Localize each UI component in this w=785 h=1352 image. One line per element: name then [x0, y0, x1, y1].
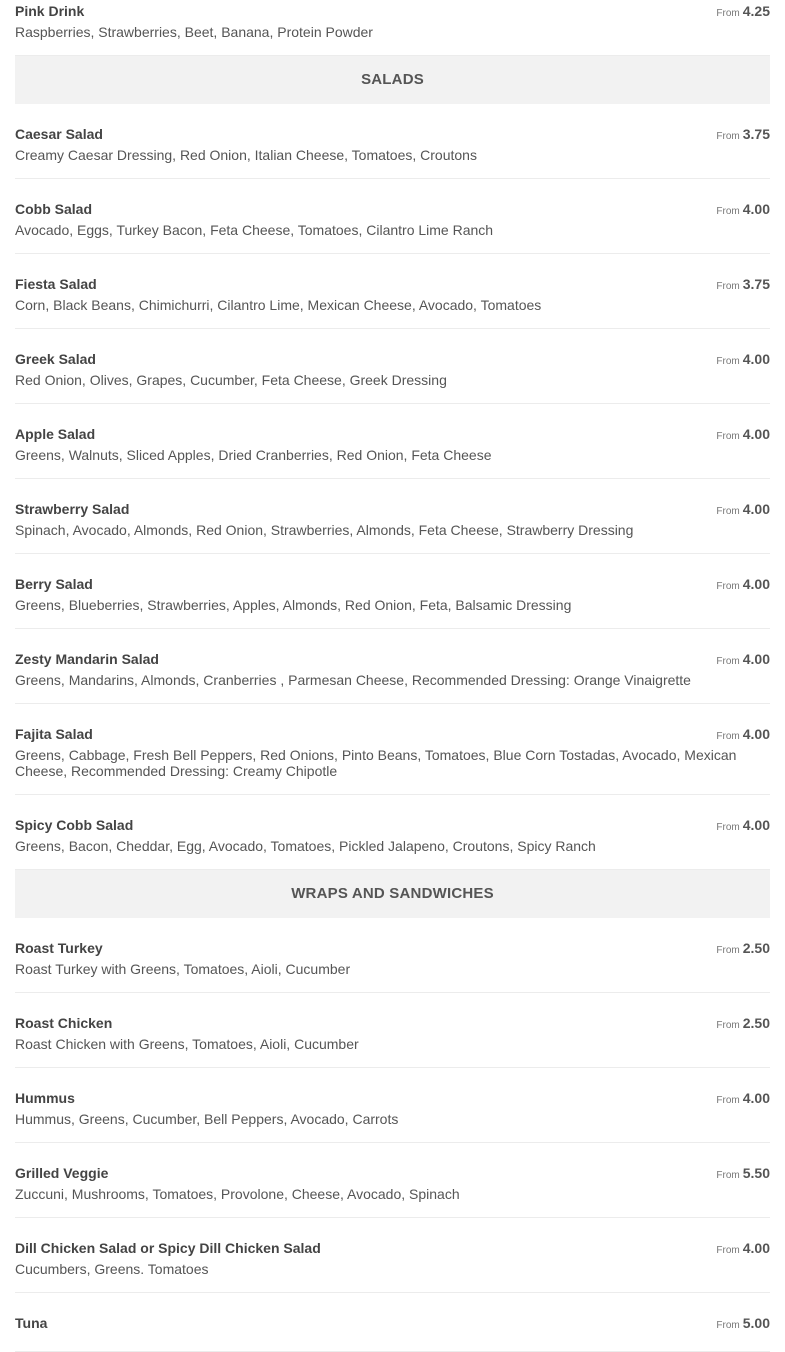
menu-item-description: Greens, Blueberries, Strawberries, Apples, Almonds, Red Onion, Feta, Balsamic Dressing [15, 597, 572, 613]
menu-item-price [716, 426, 770, 445]
menu-item-description: Creamy Caesar Dressing, Red Onion, Italian Cheese, Tomatoes, Croutons [15, 147, 477, 163]
menu-item-header [15, 1313, 770, 1333]
menu-item-price [716, 1090, 770, 1109]
menu-item-header [15, 1088, 770, 1108]
price-value: 3.75 [742, 126, 770, 142]
menu-item-name: Fajita Salad [15, 726, 93, 742]
menu-item-grilled-veggie[interactable] [15, 1143, 770, 1218]
menu-item-price [716, 817, 770, 836]
menu-item-description: Hummus, Greens, Cucumber, Bell Peppers, Avocado, Carrots [15, 1111, 399, 1127]
menu-item-name: Apple Salad [15, 426, 96, 442]
menu-item-roast-turkey[interactable] [15, 918, 770, 993]
price-from-label: From [716, 731, 740, 742]
menu-item-header [15, 1238, 770, 1258]
menu-item-name: Pink Drink [15, 3, 85, 19]
price-from-label: From [716, 656, 740, 667]
menu-item-fiesta-salad[interactable] [15, 254, 770, 329]
price-value: 4.00 [742, 651, 770, 667]
price-value: 5.00 [742, 1315, 770, 1331]
menu-item-name: Cobb Salad [15, 201, 93, 217]
menu-item-header [15, 1, 770, 21]
menu-item-price [716, 940, 770, 959]
menu-item-description: Roast Turkey with Greens, Tomatoes, Aioli, Cucumber [15, 961, 351, 977]
menu-item-name: Berry Salad [15, 576, 93, 592]
menu-item-header [15, 199, 770, 219]
menu-item-name: Spicy Cobb Salad [15, 817, 134, 833]
price-from-label: From [716, 1095, 740, 1106]
menu-item-header [15, 274, 770, 294]
menu-item-roast-chicken[interactable] [15, 993, 770, 1068]
price-from-label: From [716, 945, 740, 956]
menu-item-price [716, 1240, 770, 1259]
menu-item-name: Caesar Salad [15, 126, 103, 142]
price-value: 2.50 [742, 1015, 770, 1031]
menu-item-pink-drink[interactable] [15, 0, 770, 56]
price-value: 4.25 [742, 3, 770, 19]
menu-item-cobb-salad[interactable] [15, 179, 770, 254]
menu-item-header [15, 424, 770, 444]
menu-item-apple-salad[interactable] [15, 404, 770, 479]
menu-item-price [716, 501, 770, 520]
menu-item-header [15, 1163, 770, 1183]
price-value: 4.00 [742, 426, 770, 442]
menu-item-zesty-mandarin-salad[interactable] [15, 629, 770, 704]
menu-item-header [15, 1013, 770, 1033]
menu-item-price [716, 276, 770, 295]
menu-item-description: Red Onion, Olives, Grapes, Cucumber, Feta Cheese, Greek Dressing [15, 372, 447, 388]
price-from-label: From [716, 281, 740, 292]
price-value: 3.75 [742, 276, 770, 292]
price-from-label: From [716, 1320, 740, 1331]
menu-item-description: Cucumbers, Greens. Tomatoes [15, 1261, 209, 1277]
menu-item-tuna[interactable] [15, 1293, 770, 1352]
menu-item-price [716, 576, 770, 595]
menu-item-header [15, 499, 770, 519]
price-from-label: From [716, 206, 740, 217]
price-value: 2.50 [742, 940, 770, 956]
menu-item-name: Strawberry Salad [15, 501, 130, 517]
price-value: 4.00 [742, 726, 770, 742]
menu-item-price [716, 201, 770, 220]
menu-item-name: Hummus [15, 1090, 75, 1106]
menu-item-name: Tuna [15, 1315, 48, 1331]
menu-item-berry-salad[interactable] [15, 554, 770, 629]
price-value: 4.00 [742, 201, 770, 217]
menu-item-header [15, 649, 770, 669]
price-from-label: From [716, 581, 740, 592]
section-header-wraps-and-sandwiches: WRAPS AND SANDWICHES [15, 870, 770, 918]
price-value: 5.50 [742, 1165, 770, 1181]
price-value: 4.00 [742, 817, 770, 833]
menu-item-price [716, 126, 770, 145]
menu-item-description: Spinach, Avocado, Almonds, Red Onion, Strawberries, Almonds, Feta Cheese, Strawberry Dressing [15, 522, 634, 538]
menu-item-dill-chicken-salad-or-spicy-dill-chicken-salad[interactable] [15, 1218, 770, 1293]
menu-item-name: Roast Turkey [15, 940, 103, 956]
menu-item-name: Fiesta Salad [15, 276, 97, 292]
menu-item-name: Roast Chicken [15, 1015, 113, 1031]
price-from-label: From [716, 822, 740, 833]
menu-item-description: Greens, Cabbage, Fresh Bell Peppers, Red Onions, Pinto Beans, Tomatoes, Blue Corn Tostadas, Avocado, Mexican Cheese, Recommended Dressing: Creamy Chipotle [15, 747, 737, 779]
menu-item-description: Raspberries, Strawberries, Beet, Banana, Protein Powder [15, 24, 373, 40]
menu-item-name: Zesty Mandarin Salad [15, 651, 159, 667]
menu-item-name: Dill Chicken Salad or Spicy Dill Chicken Salad [15, 1240, 321, 1256]
section-header-salads: SALADS [15, 56, 770, 104]
menu-item-price [716, 1165, 770, 1184]
menu-item-header [15, 574, 770, 594]
price-from-label: From [716, 8, 740, 19]
price-value: 4.00 [742, 576, 770, 592]
price-value: 4.00 [742, 1090, 770, 1106]
menu-item-price [716, 726, 770, 745]
menu-item-description: Zuccuni, Mushrooms, Tomatoes, Provolone, Cheese, Avocado, Spinach [15, 1186, 460, 1202]
price-from-label: From [716, 356, 740, 367]
price-value: 4.00 [742, 1240, 770, 1256]
menu-item-price [716, 1315, 770, 1334]
price-from-label: From [716, 1245, 740, 1256]
menu-item-header [15, 124, 770, 144]
price-value: 4.00 [742, 501, 770, 517]
menu-item-description: Corn, Black Beans, Chimichurri, Cilantro Lime, Mexican Cheese, Avocado, Tomatoes [15, 297, 542, 313]
menu-item-greek-salad[interactable] [15, 329, 770, 404]
menu-item-description: Roast Chicken with Greens, Tomatoes, Aioli, Cucumber [15, 1036, 359, 1052]
price-value: 4.00 [742, 351, 770, 367]
menu-item-caesar-salad[interactable] [15, 104, 770, 179]
menu-item-description: Greens, Walnuts, Sliced Apples, Dried Cranberries, Red Onion, Feta Cheese [15, 447, 492, 463]
menu-item-price [716, 1015, 770, 1034]
price-from-label: From [716, 506, 740, 517]
price-from-label: From [716, 431, 740, 442]
menu-item-price [716, 651, 770, 670]
menu-item-header [15, 938, 770, 958]
menu-item-strawberry-salad[interactable] [15, 479, 770, 554]
menu-item-name: Grilled Veggie [15, 1165, 109, 1181]
menu-item-price [716, 3, 770, 22]
menu-item-header [15, 724, 770, 744]
price-from-label: From [716, 1170, 740, 1181]
price-from-label: From [716, 131, 740, 142]
menu-item-description: Greens, Mandarins, Almonds, Cranberries , Parmesan Cheese, Recommended Dressing: Orange Vinaigrette [15, 672, 691, 688]
menu-item-name: Greek Salad [15, 351, 96, 367]
menu-item-description: Greens, Bacon, Cheddar, Egg, Avocado, Tomatoes, Pickled Jalapeno, Croutons, Spicy Ranch [15, 838, 596, 854]
menu-item-fajita-salad[interactable] [15, 704, 770, 795]
menu-item-hummus[interactable] [15, 1068, 770, 1143]
menu-item-spicy-cobb-salad[interactable] [15, 795, 770, 870]
menu-item-header [15, 815, 770, 835]
menu-item-description: Avocado, Eggs, Turkey Bacon, Feta Cheese, Tomatoes, Cilantro Lime Ranch [15, 222, 494, 238]
menu-item-header [15, 349, 770, 369]
price-from-label: From [716, 1020, 740, 1031]
menu-item-price [716, 351, 770, 370]
